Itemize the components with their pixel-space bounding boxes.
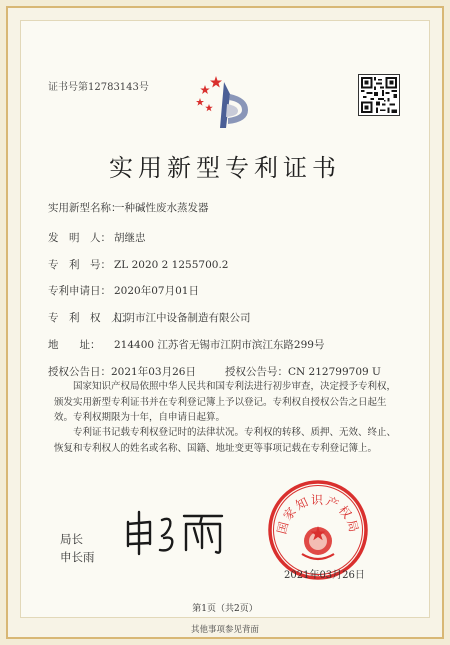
- certificate-paragraph-1: 国家知识产权局依照中华人民共和国专利法进行初步审查，决定授予专利权，颁发实用新型专利证书并在专利登记簿上予以登记。专利权自授权公告之日起生效。专利权期限为十年，自申请日起算。: [54, 381, 397, 423]
- field-label: 专 利 号：: [48, 259, 111, 271]
- certificate-number: 证书号第12783143号: [48, 82, 149, 93]
- seal-text: 国家知识产权局: [274, 493, 362, 536]
- announcement-number: [225, 364, 381, 379]
- field-patentee: [48, 310, 251, 325]
- field-value: 胡继忠: [114, 232, 146, 244]
- field-label: 专利申请日：: [48, 285, 111, 297]
- field-inventor: [48, 230, 146, 245]
- announcement-number-label: 授权公告号：: [225, 366, 288, 378]
- qr-code-icon: [358, 74, 400, 116]
- director-name: 申长雨: [60, 550, 95, 564]
- footer-note: 其他事项参见背面: [190, 625, 259, 635]
- field-value: ZL 2020 2 1255700.2: [114, 259, 229, 271]
- field-label: 地 址：: [48, 339, 101, 351]
- field-value: 2020年07月01日: [114, 285, 199, 297]
- patent-office-emblem-icon: [190, 74, 260, 130]
- certificate-paragraph-2: 专利证书记载专利权登记时的法律状况。专利权的转移、质押、无效、终止、恢复和专利权人的姓名或名称、国籍、地址变更等事项记载在专利登记簿上。: [54, 427, 397, 454]
- announcement-date-value: 2021年03月26日: [111, 366, 196, 378]
- director-signature: [122, 508, 232, 556]
- field-patent-number: [48, 257, 228, 272]
- announcement-number-value: CN 212799709 U: [288, 366, 381, 378]
- field-value: 一种碱性废水蒸发器: [114, 202, 209, 214]
- field-label: 发 明 人：: [48, 232, 111, 244]
- field-label: 专 利 权 人：: [48, 312, 132, 324]
- announcement-date-label: 授权公告日：: [48, 366, 111, 378]
- page-number: 第1页（共2页）: [192, 604, 258, 614]
- certificate-title: 实用新型专利证书: [109, 154, 341, 182]
- director-title: 局长: [60, 532, 83, 546]
- field-address: [48, 337, 324, 352]
- field-value: 214400 江苏省无锡市江阴市滨江东路299号: [114, 339, 325, 351]
- field-label: 实用新型名称：: [48, 202, 122, 214]
- announcement-date: [48, 364, 196, 379]
- field-utility-model-name: [48, 200, 209, 215]
- field-value: 江阴市江中设备制造有限公司: [114, 312, 251, 324]
- field-application-date: [48, 283, 199, 298]
- seal-date: 2021年03月26日: [284, 570, 365, 581]
